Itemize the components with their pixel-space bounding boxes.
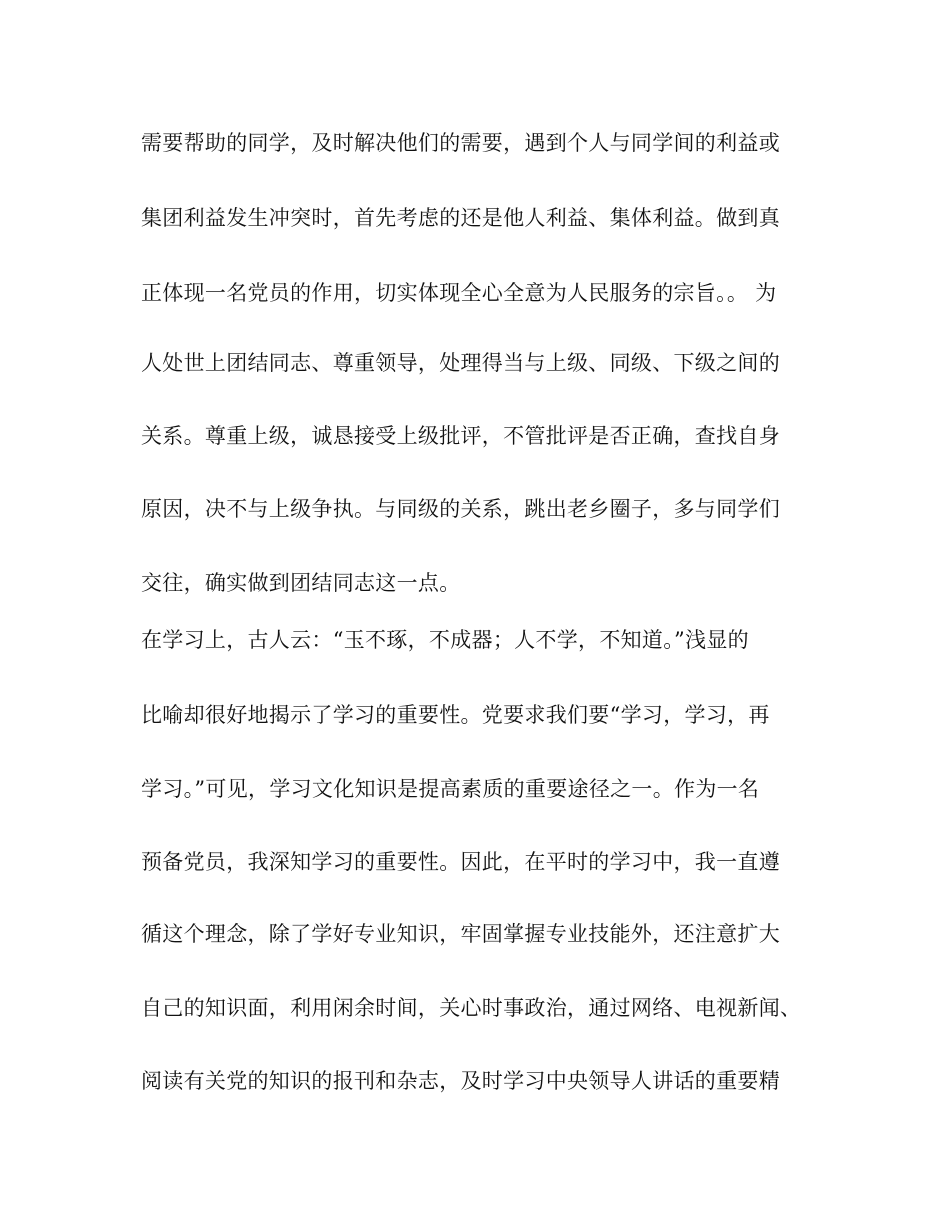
text-line: 交往，确实做到团结同志这一点。	[141, 571, 461, 595]
text-line: 在学习上，古人云：“玉不琢，不成器；人不学，不知道。”浅显的	[141, 628, 749, 652]
text-line: 正体现一名党员的作用，切实体现全心全意为人民服务的宗旨。。 为	[141, 281, 777, 305]
text-line: 需要帮助的同学，及时解决他们的需要，遇到个人与同学间的利益或	[141, 131, 780, 155]
text-line: 集团利益发生冲突时，首先考虑的还是他人利益、集体利益。做到真	[141, 206, 780, 230]
text-line: 预备党员，我深知学习的重要性。因此，在平时的学习中，我一直遵	[141, 850, 780, 874]
text-line: 原因，决不与上级争执。与同级的关系，跳出老乡圈子，多与同学们	[141, 497, 780, 521]
text-line: 学习。”可见，学习文化知识是提高素质的重要途径之一。作为一名	[141, 777, 760, 801]
text-line: 自己的知识面，利用闲余时间，关心时事政治，通过网络、电视新闻、	[141, 996, 802, 1020]
text-line: 比喻却很好地揭示了学习的重要性。党要求我们要“学习，学习，再	[141, 703, 770, 727]
text-line: 阅读有关党的知识的报刊和杂志，及时学习中央领导人讲话的重要精	[141, 1069, 780, 1093]
text-line: 关系。尊重上级，诚恳接受上级批评，不管批评是否正确，查找自身	[141, 424, 780, 448]
text-line: 循这个理念，除了学好专业知识，牢固掌握专业技能外，还注意扩大	[141, 922, 780, 946]
text-line: 人处世上团结同志、尊重领导，处理得当与上级、同级、下级之间的	[141, 351, 780, 375]
